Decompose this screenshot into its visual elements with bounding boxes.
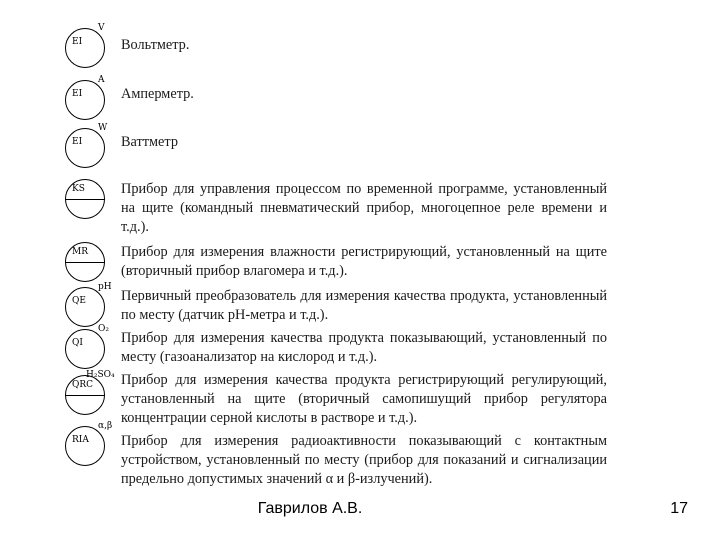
instrument-description: Прибор для управления процессом по временной программе, установленный на щите (командный пневматический прибор, многоцепное реле времени и т.д.). — [121, 181, 607, 235]
instrument-code: QI — [72, 338, 83, 348]
instrument-superscript: H₂SO₄ — [86, 370, 115, 380]
instrument-circle — [65, 128, 105, 168]
instrument-superscript: α,β — [98, 421, 113, 431]
instrument-code: EI — [72, 89, 83, 99]
instrument-description: Прибор для измерения влажности регистрирующий, установленный на щите (вторичный прибор влагомера и т.д.). — [121, 244, 607, 279]
instrument-superscript: A — [98, 75, 105, 85]
instrument-description: Ваттметр — [121, 134, 178, 150]
instrument-symbol-wattmeter — [62, 124, 112, 170]
instrument-description: Первичный преобразователь для измерения качества продукта, установленный по месту (датчик pH-метра и т.д.). — [121, 288, 607, 323]
instrument-circle-panel — [65, 179, 105, 219]
instrument-code: EI — [72, 37, 83, 47]
instrument-code: RIA — [72, 435, 89, 445]
instrument-symbol-ria — [62, 422, 112, 468]
instrument-code: KS — [72, 184, 85, 194]
instrument-circle — [65, 80, 105, 120]
instrument-circle — [65, 287, 105, 327]
instrument-superscript: pH — [98, 282, 112, 292]
instrument-description: Прибор для измерения качества продукта регистрирующий регулирующий, установленный на щите (вторичный самопишущий прибор регулятора концентрации серной кислоты в растворе и т.д.). — [121, 372, 607, 426]
instrument-circle — [65, 329, 105, 369]
instrument-symbol-voltmeter — [62, 24, 112, 70]
instrument-description: Прибор для измерения качества продукта показывающий, установленный по месту (газоанализатор на кислород и т.д.). — [121, 330, 607, 365]
instrument-code: QRC — [72, 380, 94, 390]
instrument-description: Амперметр. — [121, 86, 194, 102]
instrument-code: EI — [72, 137, 83, 147]
instrument-symbol-qrc — [62, 370, 115, 417]
instrument-symbol-ammeter — [62, 76, 112, 122]
instrument-symbol-qe — [62, 283, 112, 329]
instrument-superscript: W — [98, 123, 108, 133]
instrument-description: Прибор для измерения радиоактивности показывающий с контактным устройством, установленный по месту (прибор для показаний и сигнализации предельно допустимых значений α и β-излучений). — [121, 433, 607, 487]
page-number: 17 — [670, 500, 688, 517]
footer-author: Гаврилов А.В. — [257, 500, 363, 517]
instrument-symbol-qi — [62, 325, 112, 371]
instrument-symbol-mr — [62, 238, 112, 284]
instrument-circle — [65, 28, 105, 68]
instrument-superscript: V — [98, 23, 105, 33]
instrument-circle — [65, 426, 105, 466]
instrument-code: MR — [72, 247, 88, 257]
instrument-superscript: O₂ — [98, 324, 109, 334]
instrument-description: Вольтметр. — [121, 37, 190, 53]
instrument-symbol-ks — [62, 175, 112, 221]
instrument-code: QE — [72, 296, 86, 306]
